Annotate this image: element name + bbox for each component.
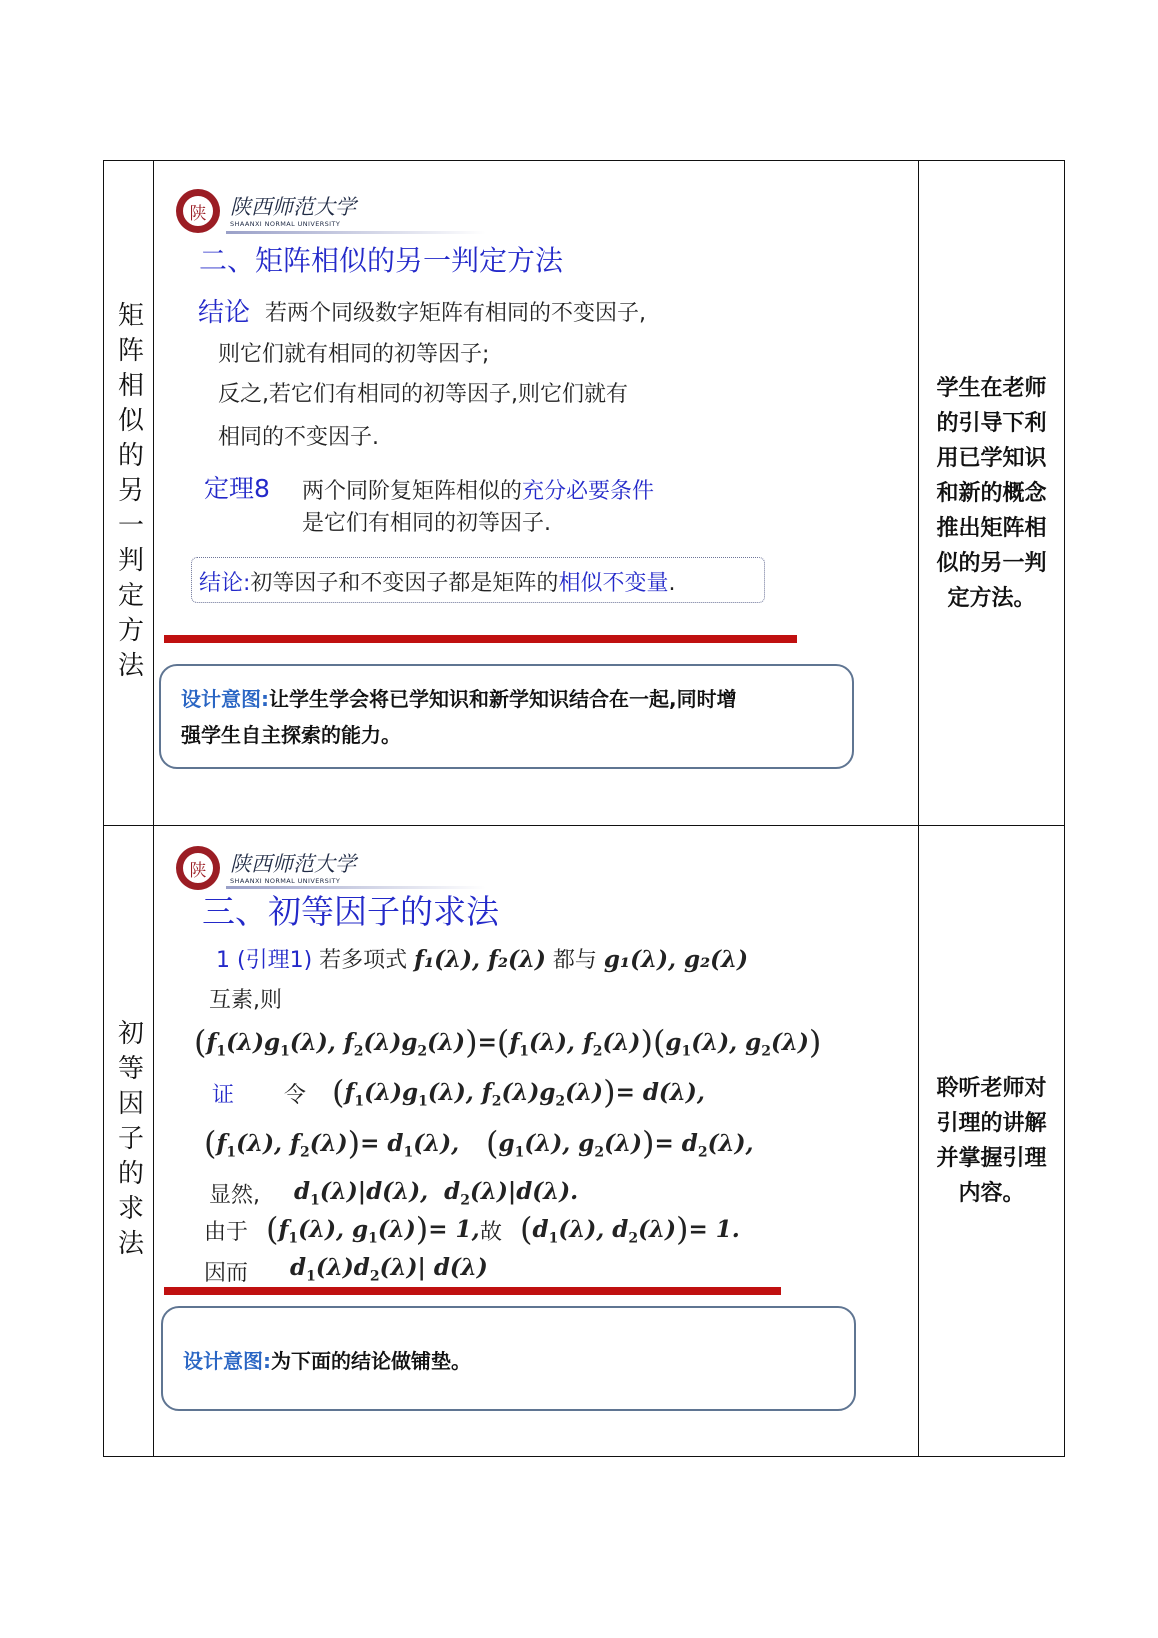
proof-let: 令 bbox=[284, 1083, 307, 1108]
slide-panel bbox=[154, 161, 918, 825]
university-logo bbox=[176, 189, 366, 237]
proof-formula-3: ($g_1(\lambda)$, $g_2(\lambda))= d_2(\lambda)$, bbox=[486, 1124, 754, 1162]
student-activity bbox=[919, 161, 1064, 825]
conclusion-line-2: 则它们就有相同的初等因子; bbox=[218, 342, 490, 367]
hence-formula: ($d_1(\lambda)$, $d_2(\lambda))= 1$. bbox=[520, 1210, 740, 1248]
theorem-line-1: 两个同阶复矩阵相似的充分必要条件 bbox=[302, 479, 655, 504]
lesson-table bbox=[103, 160, 1065, 1457]
proof-formula-2: ($f_1(\lambda)$, $f_2(\lambda))= d_1(\lambda)$, bbox=[204, 1124, 460, 1162]
design-intent-label: 设计意图: bbox=[183, 1349, 271, 1373]
hence-label: 故 bbox=[480, 1220, 503, 1245]
lemma-formula: ($f_1(\lambda)g_1(\lambda)$, $f_2(\lambda)g_2(\lambda))=(f_1(\lambda)$, $f_2(\lambda))(g_1(\lambda)$, $g_2(\lambda)$) bbox=[194, 1023, 822, 1061]
since-label: 显然, bbox=[209, 1183, 260, 1208]
university-name-en: SHAANXI NORMAL UNIVERSITY bbox=[230, 877, 341, 885]
student-activity-text: 学生在老师的引导下利用已学知识和新的概念推出矩阵相似的另一判定方法。 bbox=[936, 375, 1047, 611]
box-text: 初等因子和不变因子都是矩阵的 bbox=[250, 571, 559, 596]
thus-formula: $d_1(\lambda)d_2(\lambda)|$ d(λ) bbox=[290, 1254, 488, 1285]
theorem-line-2: 是它们有相同的初等因子. bbox=[302, 511, 551, 536]
lemma-line-1: 1 (引理1) 若多项式 f₁(λ), f₂(λ) 都与 g₁(λ), g₂(λ) bbox=[216, 946, 749, 973]
design-intent-text-1: 为下面的结论做铺垫。 bbox=[271, 1349, 471, 1373]
lemma-label: 1 (引理1) bbox=[216, 948, 313, 973]
table-row bbox=[104, 826, 1065, 1457]
conclusion-line-1: 若两个同级数字矩阵有相同的不变因子, bbox=[265, 301, 646, 326]
design-intent-box bbox=[161, 1306, 856, 1411]
university-name: 陕西师范大学 bbox=[230, 195, 356, 219]
logo-underline bbox=[226, 231, 486, 234]
student-activity bbox=[919, 826, 1064, 1456]
row-title-text: 初等因子的求法 bbox=[113, 1018, 144, 1264]
slide-panel bbox=[154, 826, 918, 1456]
conclusion-box: 结论:初等因子和不变因子都是矩阵的相似不变量. bbox=[191, 557, 765, 603]
slide-heading: 二、矩阵相似的另一判定方法 bbox=[199, 244, 564, 277]
row-title bbox=[104, 161, 153, 825]
conclusion-line-4: 相同的不变因子. bbox=[218, 425, 379, 450]
student-activity-text: 聆听老师对引理的讲解并掌握引理内容。 bbox=[936, 1076, 1047, 1206]
theorem-highlight: 充分必要条件 bbox=[522, 479, 655, 504]
seal-icon: 陕 bbox=[176, 846, 220, 890]
slide-heading: 三、初等因子的求法 bbox=[202, 892, 499, 931]
design-intent-text-2: 强学生自主探索的能力。 bbox=[181, 723, 401, 747]
design-intent-box bbox=[159, 664, 854, 769]
thus-label: 因而 bbox=[204, 1261, 249, 1286]
proof-formula-1: ($f_1(\lambda)g_1(\lambda)$, $f_2(\lambda)g_2(\lambda))= d(\lambda)$, bbox=[332, 1073, 705, 1111]
university-name-en: SHAANXI NORMAL UNIVERSITY bbox=[230, 220, 341, 228]
theorem-label: 定理8 bbox=[204, 474, 270, 503]
proof-label: 证 bbox=[212, 1083, 235, 1108]
due-label: 由于 bbox=[204, 1220, 249, 1245]
lemma-line-2: 互素,则 bbox=[209, 988, 282, 1013]
red-divider bbox=[164, 1287, 781, 1295]
since-formula: $d_1(\lambda)|d(\lambda)$, $d_2(\lambda)|d(\lambda)$. bbox=[294, 1178, 579, 1209]
row-title bbox=[104, 826, 153, 1456]
box-label: 结论: bbox=[199, 571, 251, 596]
university-name: 陕西师范大学 bbox=[230, 852, 356, 876]
conclusion-label: 结论 bbox=[198, 298, 251, 328]
table-row bbox=[104, 161, 1065, 826]
red-divider bbox=[164, 635, 797, 643]
design-intent-text-1: 让学生学会将已学知识和新学知识结合在一起,同时增 bbox=[269, 687, 737, 711]
seal-icon: 陕 bbox=[176, 189, 220, 233]
conclusion-line-3: 反之,若它们有相同的初等因子,则它们就有 bbox=[218, 382, 628, 407]
design-intent-label: 设计意图: bbox=[181, 687, 269, 711]
row-title-text: 矩阵相似的另一判定方法 bbox=[113, 300, 144, 686]
box-highlight: 相似不变量 bbox=[558, 571, 669, 596]
due-formula: ($f_1(\lambda)$, $g_1(\lambda))= 1$, bbox=[266, 1210, 480, 1248]
